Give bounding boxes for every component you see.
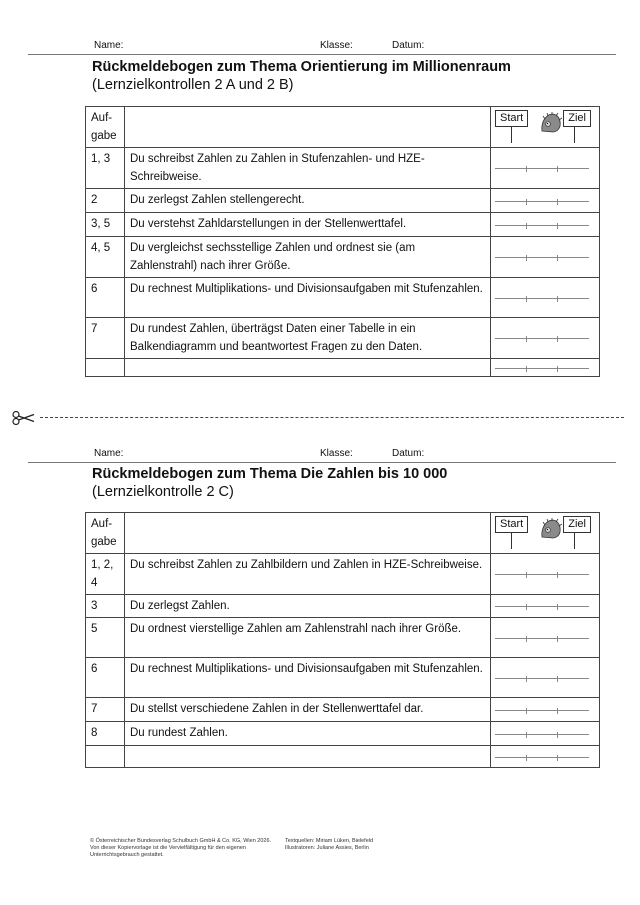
task-description (125, 359, 491, 377)
sheet-subtitle: (Lernzielkontrolle 2 C) (92, 484, 234, 500)
progress-scale[interactable] (491, 189, 600, 213)
progress-scale[interactable] (491, 698, 600, 722)
table-row (86, 722, 600, 746)
progress-scale[interactable] (491, 722, 600, 746)
table-row (86, 746, 600, 768)
sheet-subtitle: (Lernzielkontrollen 2 A und 2 B) (92, 77, 294, 93)
progress-scale[interactable] (491, 148, 600, 189)
hedgehog-icon (539, 517, 563, 539)
start-flag-pole (511, 533, 512, 549)
name-label: Name: (94, 40, 124, 51)
date-label: Datum: (392, 40, 425, 51)
start-flag-pole (511, 127, 512, 143)
task-number: 1, 2, 4 (86, 554, 125, 595)
header-task: Auf- gabe (86, 107, 125, 148)
header-task: Auf- gabe (86, 513, 125, 554)
copyright-line-3: Unterrichtsgebrauch gestattet. (90, 852, 164, 858)
task-number: 3, 5 (86, 213, 125, 237)
progress-scale[interactable] (491, 746, 600, 768)
copyright-line-2: Von dieser Kopiervorlage ist die Vervielfältigung für den eigenen (90, 845, 246, 851)
task-number: 4, 5 (86, 237, 125, 278)
table-row (86, 189, 600, 213)
task-number: 8 (86, 722, 125, 746)
task-description: Du verstehst Zahldarstellungen in der Stellenwerttafel. (125, 213, 491, 237)
task-description: Du vergleichst sechsstellige Zahlen und ordnest sie (am Zahlenstrahl) nach ihrer Größe. (125, 237, 491, 278)
goal-flag: Ziel (563, 110, 591, 127)
table-row (86, 213, 600, 237)
sheet-title: Rückmeldebogen zum Thema Die Zahlen bis 10 000 (92, 466, 448, 482)
progress-scale[interactable] (491, 658, 600, 698)
name-line (28, 40, 616, 55)
task-description: Du rechnest Multiplikations- und Divisionsaufgaben mit Stufenzahlen. (125, 278, 491, 318)
goal-flag: Ziel (563, 516, 591, 533)
class-label: Klasse: (320, 40, 353, 51)
task-description: Du schreibst Zahlen zu Zahlen in Stufenzahlen- und HZE-Schreibweise. (125, 148, 491, 189)
table-row (86, 595, 600, 618)
name-label: Name: (94, 448, 124, 459)
progress-scale[interactable] (491, 237, 600, 278)
sheet-title: Rückmeldebogen zum Thema Orientierung im Millionenraum (92, 59, 511, 75)
text-sources: Textquellen: Miriam Lüken, Bielefeld (285, 838, 374, 844)
table-row (86, 618, 600, 658)
table-row (86, 658, 600, 698)
hedgehog-icon (539, 111, 563, 133)
table-row (86, 359, 600, 377)
task-description: Du schreibst Zahlen zu Zahlbildern und Zahlen in HZE-Schreibweise. (125, 554, 491, 595)
task-number: 6 (86, 278, 125, 318)
start-flag: Start (495, 516, 528, 533)
progress-header (491, 513, 600, 554)
goal-flag-pole (574, 127, 575, 143)
footer-credits (285, 838, 373, 852)
scissors-icon (12, 411, 36, 425)
progress-scale[interactable] (491, 278, 600, 318)
task-description (125, 746, 491, 768)
task-number (86, 359, 125, 377)
dashed-cut-line (40, 417, 624, 418)
footer-copyright (90, 838, 271, 859)
copyright-line-1: © Österreichischer Bundesverlag Schulbuch GmbH & Co. KG, Wien 2026. (90, 838, 272, 844)
table-row (86, 318, 600, 359)
cut-line (12, 411, 624, 425)
task-number: 3 (86, 595, 125, 618)
progress-scale[interactable] (491, 359, 600, 377)
table-row (86, 148, 600, 189)
start-flag: Start (495, 110, 528, 127)
header-description (125, 107, 491, 148)
task-description: Du rundest Zahlen. (125, 722, 491, 746)
table-header-row (86, 107, 600, 148)
table-row (86, 237, 600, 278)
progress-scale[interactable] (491, 554, 600, 595)
illustrators: Illustratoren: Juliane Assies, Berlin (285, 845, 369, 851)
task-number: 2 (86, 189, 125, 213)
progress-header (491, 107, 600, 148)
table-row (86, 278, 600, 318)
progress-scale[interactable] (491, 318, 600, 359)
class-label: Klasse: (320, 448, 353, 459)
header-description (125, 513, 491, 554)
table-header-row (86, 513, 600, 554)
table-row (86, 698, 600, 722)
date-label: Datum: (392, 448, 425, 459)
name-line (28, 448, 616, 463)
task-number: 7 (86, 698, 125, 722)
task-number (86, 746, 125, 768)
progress-scale[interactable] (491, 618, 600, 658)
table-row (86, 554, 600, 595)
feedback-table (85, 512, 600, 768)
task-number: 6 (86, 658, 125, 698)
task-number: 5 (86, 618, 125, 658)
task-description: Du ordnest vierstellige Zahlen am Zahlenstrahl nach ihrer Größe. (125, 618, 491, 658)
task-number: 1, 3 (86, 148, 125, 189)
goal-flag-pole (574, 533, 575, 549)
task-description: Du rundest Zahlen, überträgst Daten einer Tabelle in ein Balkendiagramm und beantwortest Fragen zu den Daten. (125, 318, 491, 359)
task-number: 7 (86, 318, 125, 359)
feedback-table (85, 106, 600, 377)
task-description: Du stellst verschiedene Zahlen in der Stellenwerttafel dar. (125, 698, 491, 722)
task-description: Du zerlegst Zahlen stellengerecht. (125, 189, 491, 213)
progress-scale[interactable] (491, 595, 600, 618)
progress-scale[interactable] (491, 213, 600, 237)
task-description: Du rechnest Multiplikations- und Divisionsaufgaben mit Stufenzahlen. (125, 658, 491, 698)
task-description: Du zerlegst Zahlen. (125, 595, 491, 618)
